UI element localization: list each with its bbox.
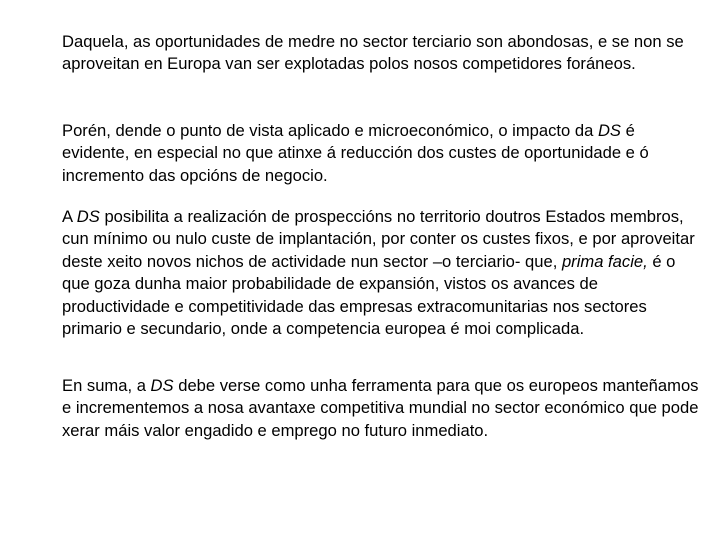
paragraph-text: é evidente, en especial no que atinxe á reducción dos custes de oportunidade e ó incremento das opcións de negocio. [62, 121, 649, 185]
paragraph-text: Daquela, as oportunidades de medre no sector terciario son abondosas, e se non se aproveitan en Europa van ser explotadas polos nosos competidores foráneos. [62, 32, 684, 74]
paragraph-conclusion [62, 375, 702, 442]
paragraph-text: A [62, 207, 77, 226]
paragraph-impact [62, 120, 702, 187]
ds-abbreviation: DS [76, 207, 100, 226]
ds-abbreviation: DS [597, 121, 621, 140]
paragraph-prospecting [62, 206, 702, 340]
latin-phrase: prima facie, [561, 251, 648, 271]
paragraph-text: é o que goza dunha maior probabilidade de expansión, vistos os avances de productividade e competitividade das empresas extracomunitarias nos sectores primario e secundario, onde a competencia europea é moi complicada. [62, 251, 676, 339]
paragraph-text: debe verse como unha ferramenta para que os europeos manteñamos e incrementemos a nosa avantaxe competitiva mundial no sector económico que pode xerar máis valor engadido e emprego no futuro inmediato. [62, 376, 699, 440]
ds-abbreviation: DS [150, 376, 174, 395]
paragraph-opportunities [62, 31, 702, 76]
paragraph-text: En suma, a [62, 376, 151, 395]
paragraph-text: posibilita a realización de prospeccións no territorio doutros Estados membros, cun mínimo ou nulo custe de implantación, por conter os custes fixos, e por aproveitar deste xeito novos nichos de actividade nun sector –o terciario- que, [62, 207, 695, 271]
paragraph-text: Porén, dende o punto de vista aplicado e microeconómico, o impacto da [62, 121, 598, 140]
